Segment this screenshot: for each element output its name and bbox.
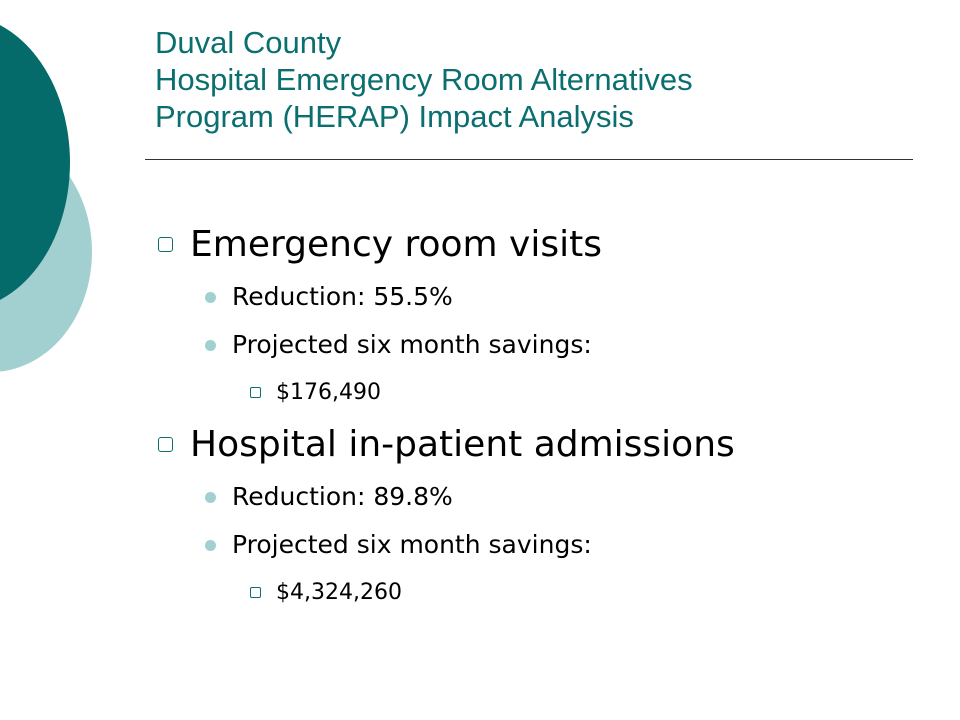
hollow-square-bullet-icon (158, 437, 173, 452)
savings-label: Projected six month savings: (232, 330, 592, 359)
title-divider (145, 159, 913, 160)
dot-bullet-icon (205, 340, 216, 351)
dot-bullet-icon (205, 292, 216, 303)
dot-bullet-icon (205, 492, 216, 503)
hollow-square-bullet-icon (250, 587, 261, 598)
slide-title (155, 24, 935, 135)
savings-label: Projected six month savings: (232, 530, 592, 559)
hollow-square-bullet-icon (158, 237, 173, 252)
title-line-3: Program (HERAP) Impact Analysis (155, 99, 634, 134)
reduction-text: Reduction: 89.8% (232, 482, 453, 511)
section-heading: Hospital in-patient admissions (190, 424, 735, 465)
bullet-inpatient-admissions (190, 425, 735, 465)
bullet-reduction-inpatient (232, 482, 453, 512)
bullet-savings-label-inpatient (232, 530, 592, 560)
title-line-2: Hospital Emergency Room Alternatives (155, 62, 693, 97)
savings-value: $4,324,260 (276, 580, 402, 605)
bullet-emergency-room-visits (190, 225, 602, 265)
hollow-square-bullet-icon (250, 387, 261, 398)
savings-value: $176,490 (276, 380, 381, 405)
section-heading: Emergency room visits (190, 224, 602, 265)
bullet-savings-label-er (232, 330, 592, 360)
bullet-savings-value-er (276, 380, 381, 406)
bullet-savings-value-inpatient (276, 580, 402, 606)
title-line-1: Duval County (155, 25, 342, 60)
reduction-text: Reduction: 55.5% (232, 282, 453, 311)
bullet-reduction-er (232, 282, 453, 312)
dot-bullet-icon (205, 540, 216, 551)
